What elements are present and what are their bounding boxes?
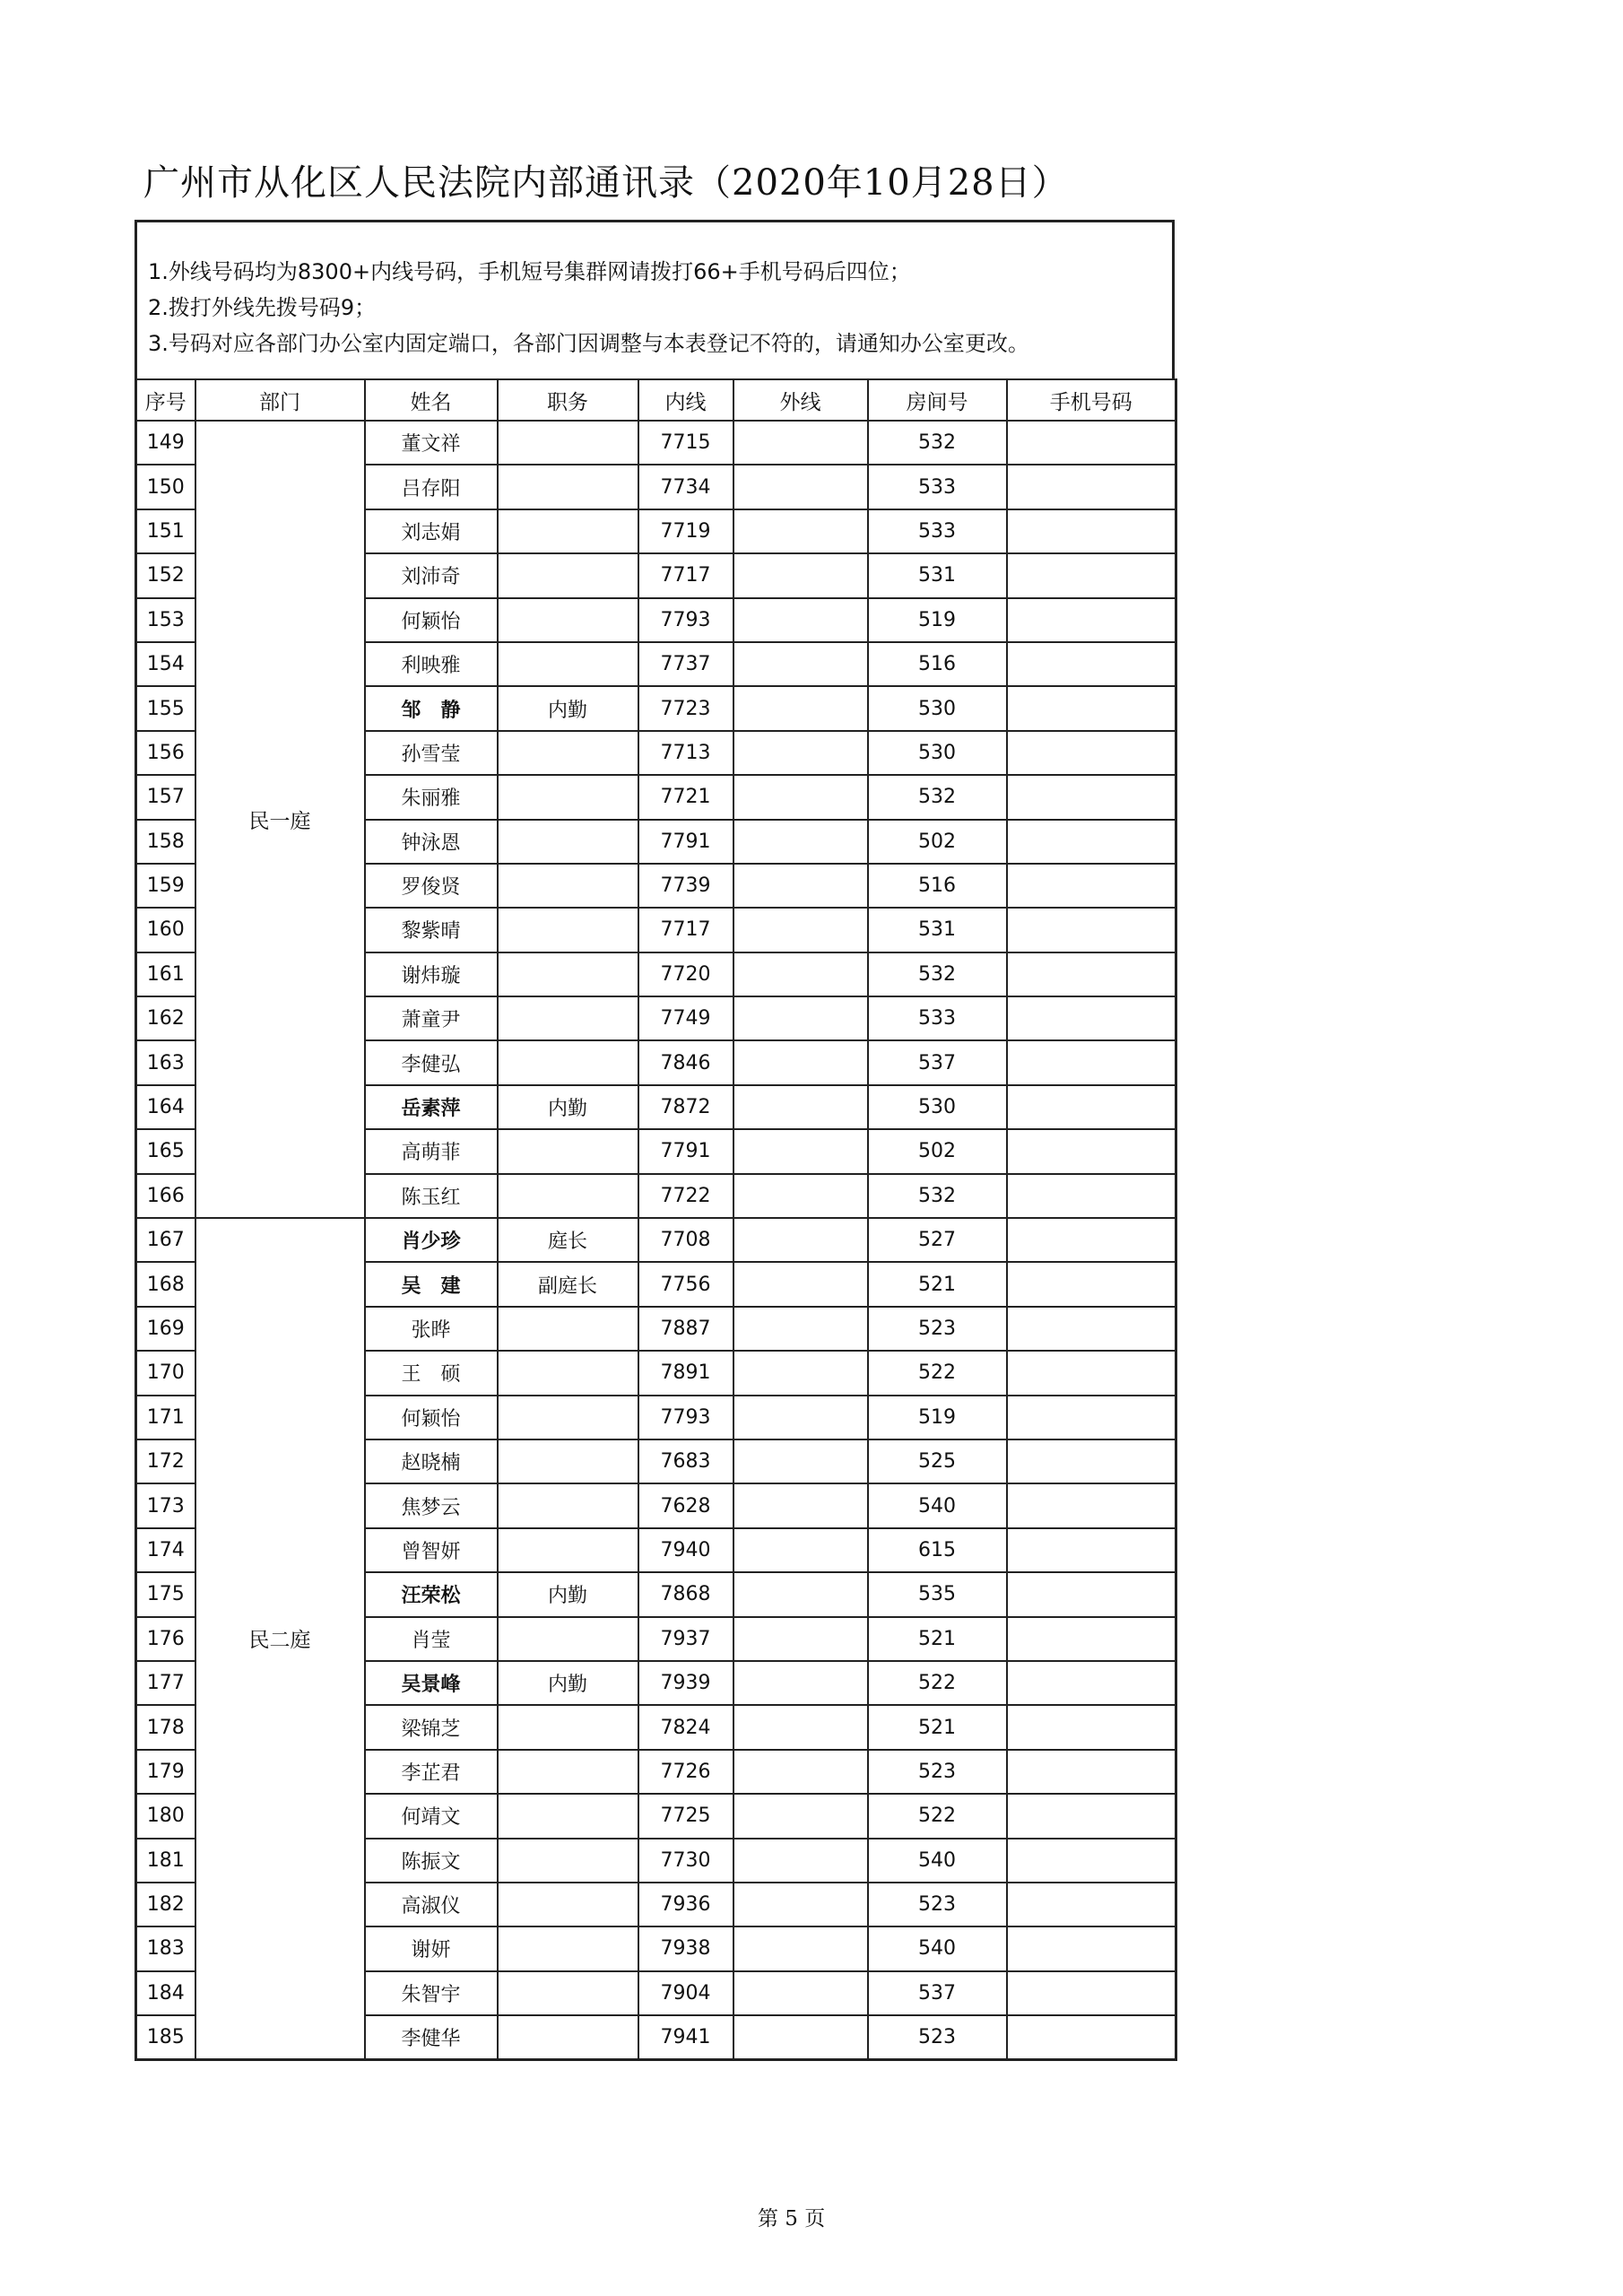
cell-title — [498, 553, 638, 597]
cell-name: 萧童尹 — [365, 996, 498, 1040]
cell-mobile — [1007, 775, 1176, 819]
cell-outside — [733, 1839, 868, 1883]
cell-room: 537 — [868, 1971, 1007, 2015]
cell-name: 吴景峰 — [365, 1661, 498, 1705]
cell-title — [498, 1483, 638, 1527]
cell-room: 531 — [868, 908, 1007, 952]
cell-room: 530 — [868, 686, 1007, 730]
col-header-outside: 外线 — [733, 379, 868, 421]
cell-outside — [733, 996, 868, 1040]
cell-ext: 7887 — [638, 1307, 733, 1351]
cell-outside — [733, 1174, 868, 1218]
cell-no: 152 — [136, 553, 195, 597]
cell-mobile — [1007, 1617, 1176, 1661]
cell-no: 167 — [136, 1218, 195, 1262]
cell-outside — [733, 1572, 868, 1616]
cell-outside — [733, 1351, 868, 1395]
cell-name: 肖少珍 — [365, 1218, 498, 1262]
cell-outside — [733, 1439, 868, 1483]
cell-ext: 7715 — [638, 421, 733, 465]
cell-mobile — [1007, 1129, 1176, 1173]
cell-mobile — [1007, 642, 1176, 686]
cell-title — [498, 421, 638, 465]
cell-mobile — [1007, 1040, 1176, 1084]
cell-name: 刘沛奇 — [365, 553, 498, 597]
cell-mobile — [1007, 1839, 1176, 1883]
cell-mobile — [1007, 1351, 1176, 1395]
cell-no: 163 — [136, 1040, 195, 1084]
cell-title — [498, 731, 638, 775]
cell-outside — [733, 553, 868, 597]
cell-no: 183 — [136, 1926, 195, 1970]
cell-name: 刘志娟 — [365, 509, 498, 553]
cell-mobile — [1007, 509, 1176, 553]
cell-room: 525 — [868, 1439, 1007, 1483]
cell-no: 157 — [136, 775, 195, 819]
cell-title — [498, 1129, 638, 1173]
cell-name: 朱丽雅 — [365, 775, 498, 819]
cell-name: 朱智宇 — [365, 1971, 498, 2015]
cell-outside — [733, 1396, 868, 1439]
cell-ext: 7791 — [638, 820, 733, 864]
note-line: 1.外线号码均为8300+内线号码，手机短号集群网请拨打66+手机号码后四位； — [148, 259, 911, 284]
cell-name: 邹 静 — [365, 686, 498, 730]
col-header-room: 房间号 — [868, 379, 1007, 421]
cell-title — [498, 1926, 638, 1970]
cell-name: 焦梦云 — [365, 1483, 498, 1527]
cell-mobile — [1007, 1572, 1176, 1616]
cell-ext: 7717 — [638, 553, 733, 597]
cell-title — [498, 775, 638, 819]
cell-outside — [733, 686, 868, 730]
cell-outside — [733, 1262, 868, 1306]
cell-name: 谢妍 — [365, 1926, 498, 1970]
cell-no: 154 — [136, 642, 195, 686]
cell-room: 533 — [868, 465, 1007, 509]
cell-mobile — [1007, 731, 1176, 775]
cell-name: 高萌菲 — [365, 1129, 498, 1173]
cell-mobile — [1007, 1794, 1176, 1838]
cell-title — [498, 1439, 638, 1483]
cell-ext: 7737 — [638, 642, 733, 686]
page-title: 广州市从化区人民法院内部通讯录（2020年10月28日） — [143, 162, 1069, 204]
cell-ext: 7939 — [638, 1661, 733, 1705]
cell-outside — [733, 1085, 868, 1129]
cell-outside — [733, 908, 868, 952]
cell-title — [498, 1971, 638, 2015]
cell-title: 内勤 — [498, 1085, 638, 1129]
cell-name: 张晔 — [365, 1307, 498, 1351]
cell-title — [498, 2015, 638, 2059]
cell-name: 王 硕 — [365, 1351, 498, 1395]
cell-ext: 7739 — [638, 864, 733, 908]
cell-ext: 7756 — [638, 1262, 733, 1306]
cell-outside — [733, 1794, 868, 1838]
cell-title — [498, 1174, 638, 1218]
cell-room: 523 — [868, 1883, 1007, 1926]
col-header-no: 序号 — [136, 379, 195, 421]
cell-mobile — [1007, 1483, 1176, 1527]
cell-room: 502 — [868, 1129, 1007, 1173]
cell-title — [498, 598, 638, 642]
cell-mobile — [1007, 864, 1176, 908]
cell-name: 黎紫晴 — [365, 908, 498, 952]
cell-outside — [733, 1483, 868, 1527]
cell-outside — [733, 2015, 868, 2059]
cell-ext: 7937 — [638, 1617, 733, 1661]
cell-no: 164 — [136, 1085, 195, 1129]
cell-outside — [733, 1528, 868, 1572]
col-header-mobile: 手机号码 — [1007, 379, 1176, 421]
cell-mobile — [1007, 1262, 1176, 1306]
cell-room: 516 — [868, 642, 1007, 686]
cell-mobile — [1007, 465, 1176, 509]
cell-room: 522 — [868, 1351, 1007, 1395]
cell-outside — [733, 1750, 868, 1794]
cell-room: 533 — [868, 509, 1007, 553]
cell-room: 527 — [868, 1218, 1007, 1262]
cell-outside — [733, 1617, 868, 1661]
cell-mobile — [1007, 421, 1176, 465]
cell-ext: 7713 — [638, 731, 733, 775]
cell-ext: 7721 — [638, 775, 733, 819]
cell-no: 178 — [136, 1705, 195, 1749]
cell-title — [498, 1883, 638, 1926]
cell-outside — [733, 820, 868, 864]
cell-outside — [733, 642, 868, 686]
cell-title — [498, 1396, 638, 1439]
note-line: 2.拨打外线先拨号码9； — [148, 295, 377, 320]
cell-name: 陈振文 — [365, 1839, 498, 1883]
cell-no: 168 — [136, 1262, 195, 1306]
cell-mobile — [1007, 1971, 1176, 2015]
cell-room: 521 — [868, 1705, 1007, 1749]
cell-name: 曾智妍 — [365, 1528, 498, 1572]
cell-room: 532 — [868, 952, 1007, 996]
cell-room: 540 — [868, 1926, 1007, 1970]
cell-outside — [733, 1129, 868, 1173]
col-header-name: 姓名 — [365, 379, 498, 421]
cell-title: 内勤 — [498, 1661, 638, 1705]
cell-mobile — [1007, 1218, 1176, 1262]
cell-name: 何颖怡 — [365, 598, 498, 642]
table-row — [136, 421, 1176, 465]
cell-ext: 7938 — [638, 1926, 733, 1970]
cell-ext: 7793 — [638, 598, 733, 642]
cell-title — [498, 1705, 638, 1749]
cell-outside — [733, 775, 868, 819]
cell-title: 庭长 — [498, 1218, 638, 1262]
cell-room: 516 — [868, 864, 1007, 908]
page-number: 第 5 页 — [758, 2207, 826, 2231]
cell-outside — [733, 1307, 868, 1351]
cell-no: 182 — [136, 1883, 195, 1926]
cell-name: 孙雪莹 — [365, 731, 498, 775]
cell-mobile — [1007, 908, 1176, 952]
cell-room: 615 — [868, 1528, 1007, 1572]
cell-name: 何颖怡 — [365, 1396, 498, 1439]
cell-name: 陈玉红 — [365, 1174, 498, 1218]
cell-no: 176 — [136, 1617, 195, 1661]
cell-title — [498, 465, 638, 509]
cell-mobile — [1007, 1396, 1176, 1439]
cell-ext: 7824 — [638, 1705, 733, 1749]
cell-no: 159 — [136, 864, 195, 908]
cell-room: 522 — [868, 1661, 1007, 1705]
cell-outside — [733, 1661, 868, 1705]
cell-no: 177 — [136, 1661, 195, 1705]
cell-ext: 7793 — [638, 1396, 733, 1439]
cell-no: 179 — [136, 1750, 195, 1794]
directory-table — [135, 378, 1177, 2061]
cell-no: 172 — [136, 1439, 195, 1483]
cell-title — [498, 864, 638, 908]
cell-title — [498, 1839, 638, 1883]
cell-no: 150 — [136, 465, 195, 509]
cell-room: 519 — [868, 1396, 1007, 1439]
cell-title — [498, 952, 638, 996]
cell-name: 赵晓楠 — [365, 1439, 498, 1483]
cell-room: 522 — [868, 1794, 1007, 1838]
notes-box — [135, 220, 1175, 378]
cell-room: 532 — [868, 775, 1007, 819]
cell-name: 吴 建 — [365, 1262, 498, 1306]
cell-no: 175 — [136, 1572, 195, 1616]
cell-no: 151 — [136, 509, 195, 553]
cell-ext: 7723 — [638, 686, 733, 730]
cell-title — [498, 1617, 638, 1661]
cell-room: 521 — [868, 1262, 1007, 1306]
cell-title — [498, 1351, 638, 1395]
cell-name: 肖莹 — [365, 1617, 498, 1661]
cell-outside — [733, 1040, 868, 1084]
cell-room: 535 — [868, 1572, 1007, 1616]
cell-name: 李健华 — [365, 2015, 498, 2059]
cell-room: 519 — [868, 598, 1007, 642]
cell-name: 钟泳恩 — [365, 820, 498, 864]
cell-no: 171 — [136, 1396, 195, 1439]
cell-ext: 7720 — [638, 952, 733, 996]
cell-ext: 7904 — [638, 1971, 733, 2015]
header-row — [136, 379, 1176, 421]
cell-ext: 7725 — [638, 1794, 733, 1838]
cell-ext: 7872 — [638, 1085, 733, 1129]
cell-dept: 民二庭 — [195, 1218, 365, 2059]
cell-ext: 7717 — [638, 908, 733, 952]
cell-mobile — [1007, 1705, 1176, 1749]
cell-name: 汪荣松 — [365, 1572, 498, 1616]
cell-ext: 7891 — [638, 1351, 733, 1395]
cell-name: 李健弘 — [365, 1040, 498, 1084]
cell-no: 174 — [136, 1528, 195, 1572]
cell-mobile — [1007, 1750, 1176, 1794]
cell-mobile — [1007, 952, 1176, 996]
table-row — [136, 1218, 1176, 1262]
cell-ext: 7730 — [638, 1839, 733, 1883]
cell-title — [498, 1307, 638, 1351]
cell-dept: 民一庭 — [195, 421, 365, 1218]
cell-mobile — [1007, 1661, 1176, 1705]
cell-name: 高淑仪 — [365, 1883, 498, 1926]
cell-room: 537 — [868, 1040, 1007, 1084]
cell-room: 530 — [868, 1085, 1007, 1129]
cell-room: 523 — [868, 1750, 1007, 1794]
cell-no: 173 — [136, 1483, 195, 1527]
cell-room: 533 — [868, 996, 1007, 1040]
cell-no: 185 — [136, 2015, 195, 2059]
cell-no: 180 — [136, 1794, 195, 1838]
cell-title — [498, 509, 638, 553]
cell-room: 530 — [868, 731, 1007, 775]
cell-mobile — [1007, 1439, 1176, 1483]
cell-ext: 7868 — [638, 1572, 733, 1616]
cell-room: 521 — [868, 1617, 1007, 1661]
cell-room: 531 — [868, 553, 1007, 597]
cell-outside — [733, 1705, 868, 1749]
cell-ext: 7708 — [638, 1218, 733, 1262]
cell-room: 523 — [868, 2015, 1007, 2059]
cell-room: 523 — [868, 1307, 1007, 1351]
cell-ext: 7726 — [638, 1750, 733, 1794]
cell-ext: 7719 — [638, 509, 733, 553]
cell-room: 532 — [868, 1174, 1007, 1218]
cell-name: 岳素萍 — [365, 1085, 498, 1129]
cell-outside — [733, 864, 868, 908]
cell-ext: 7734 — [638, 465, 733, 509]
cell-outside — [733, 952, 868, 996]
cell-outside — [733, 1883, 868, 1926]
cell-mobile — [1007, 2015, 1176, 2059]
cell-no: 165 — [136, 1129, 195, 1173]
cell-title — [498, 642, 638, 686]
cell-no: 169 — [136, 1307, 195, 1351]
cell-no: 170 — [136, 1351, 195, 1395]
cell-outside — [733, 509, 868, 553]
cell-mobile — [1007, 820, 1176, 864]
cell-no: 153 — [136, 598, 195, 642]
cell-ext: 7749 — [638, 996, 733, 1040]
cell-name: 梁锦芝 — [365, 1705, 498, 1749]
note-line: 3.号码对应各部门办公室内固定端口，各部门因调整与本表登记不符的，请通知办公室更改。 — [148, 331, 1029, 356]
cell-ext: 7683 — [638, 1439, 733, 1483]
cell-no: 156 — [136, 731, 195, 775]
cell-no: 181 — [136, 1839, 195, 1883]
cell-ext: 7628 — [638, 1483, 733, 1527]
cell-title — [498, 820, 638, 864]
cell-outside — [733, 1926, 868, 1970]
cell-name: 李芷君 — [365, 1750, 498, 1794]
col-header-title: 职务 — [498, 379, 638, 421]
cell-title: 副庭长 — [498, 1262, 638, 1306]
cell-no: 149 — [136, 421, 195, 465]
cell-name: 谢炜璇 — [365, 952, 498, 996]
cell-room: 502 — [868, 820, 1007, 864]
cell-mobile — [1007, 1926, 1176, 1970]
cell-title — [498, 1040, 638, 1084]
cell-outside — [733, 1971, 868, 2015]
table-body — [136, 421, 1176, 2059]
cell-name: 吕存阳 — [365, 465, 498, 509]
cell-name: 罗俊贤 — [365, 864, 498, 908]
cell-mobile — [1007, 1883, 1176, 1926]
cell-outside — [733, 421, 868, 465]
cell-mobile — [1007, 1085, 1176, 1129]
cell-name: 利映雅 — [365, 642, 498, 686]
cell-outside — [733, 465, 868, 509]
col-header-ext: 内线 — [638, 379, 733, 421]
cell-name: 何靖文 — [365, 1794, 498, 1838]
cell-no: 162 — [136, 996, 195, 1040]
cell-ext: 7940 — [638, 1528, 733, 1572]
cell-name: 董文祥 — [365, 421, 498, 465]
cell-outside — [733, 1218, 868, 1262]
cell-title — [498, 1794, 638, 1838]
cell-title — [498, 908, 638, 952]
cell-mobile — [1007, 1528, 1176, 1572]
cell-mobile — [1007, 598, 1176, 642]
cell-title — [498, 996, 638, 1040]
cell-title: 内勤 — [498, 686, 638, 730]
cell-room: 540 — [868, 1839, 1007, 1883]
cell-title: 内勤 — [498, 1572, 638, 1616]
cell-no: 166 — [136, 1174, 195, 1218]
cell-no: 161 — [136, 952, 195, 996]
cell-mobile — [1007, 1174, 1176, 1218]
cell-no: 160 — [136, 908, 195, 952]
cell-mobile — [1007, 553, 1176, 597]
cell-title — [498, 1528, 638, 1572]
cell-no: 184 — [136, 1971, 195, 2015]
cell-outside — [733, 598, 868, 642]
cell-ext: 7846 — [638, 1040, 733, 1084]
cell-mobile — [1007, 996, 1176, 1040]
cell-room: 532 — [868, 421, 1007, 465]
cell-ext: 7791 — [638, 1129, 733, 1173]
cell-ext: 7936 — [638, 1883, 733, 1926]
cell-outside — [733, 731, 868, 775]
cell-no: 155 — [136, 686, 195, 730]
cell-mobile — [1007, 1307, 1176, 1351]
cell-ext: 7722 — [638, 1174, 733, 1218]
cell-room: 540 — [868, 1483, 1007, 1527]
col-header-dept: 部门 — [195, 379, 365, 421]
cell-ext: 7941 — [638, 2015, 733, 2059]
cell-title — [498, 1750, 638, 1794]
directory-frame — [135, 220, 1175, 2126]
cell-no: 158 — [136, 820, 195, 864]
cell-mobile — [1007, 686, 1176, 730]
